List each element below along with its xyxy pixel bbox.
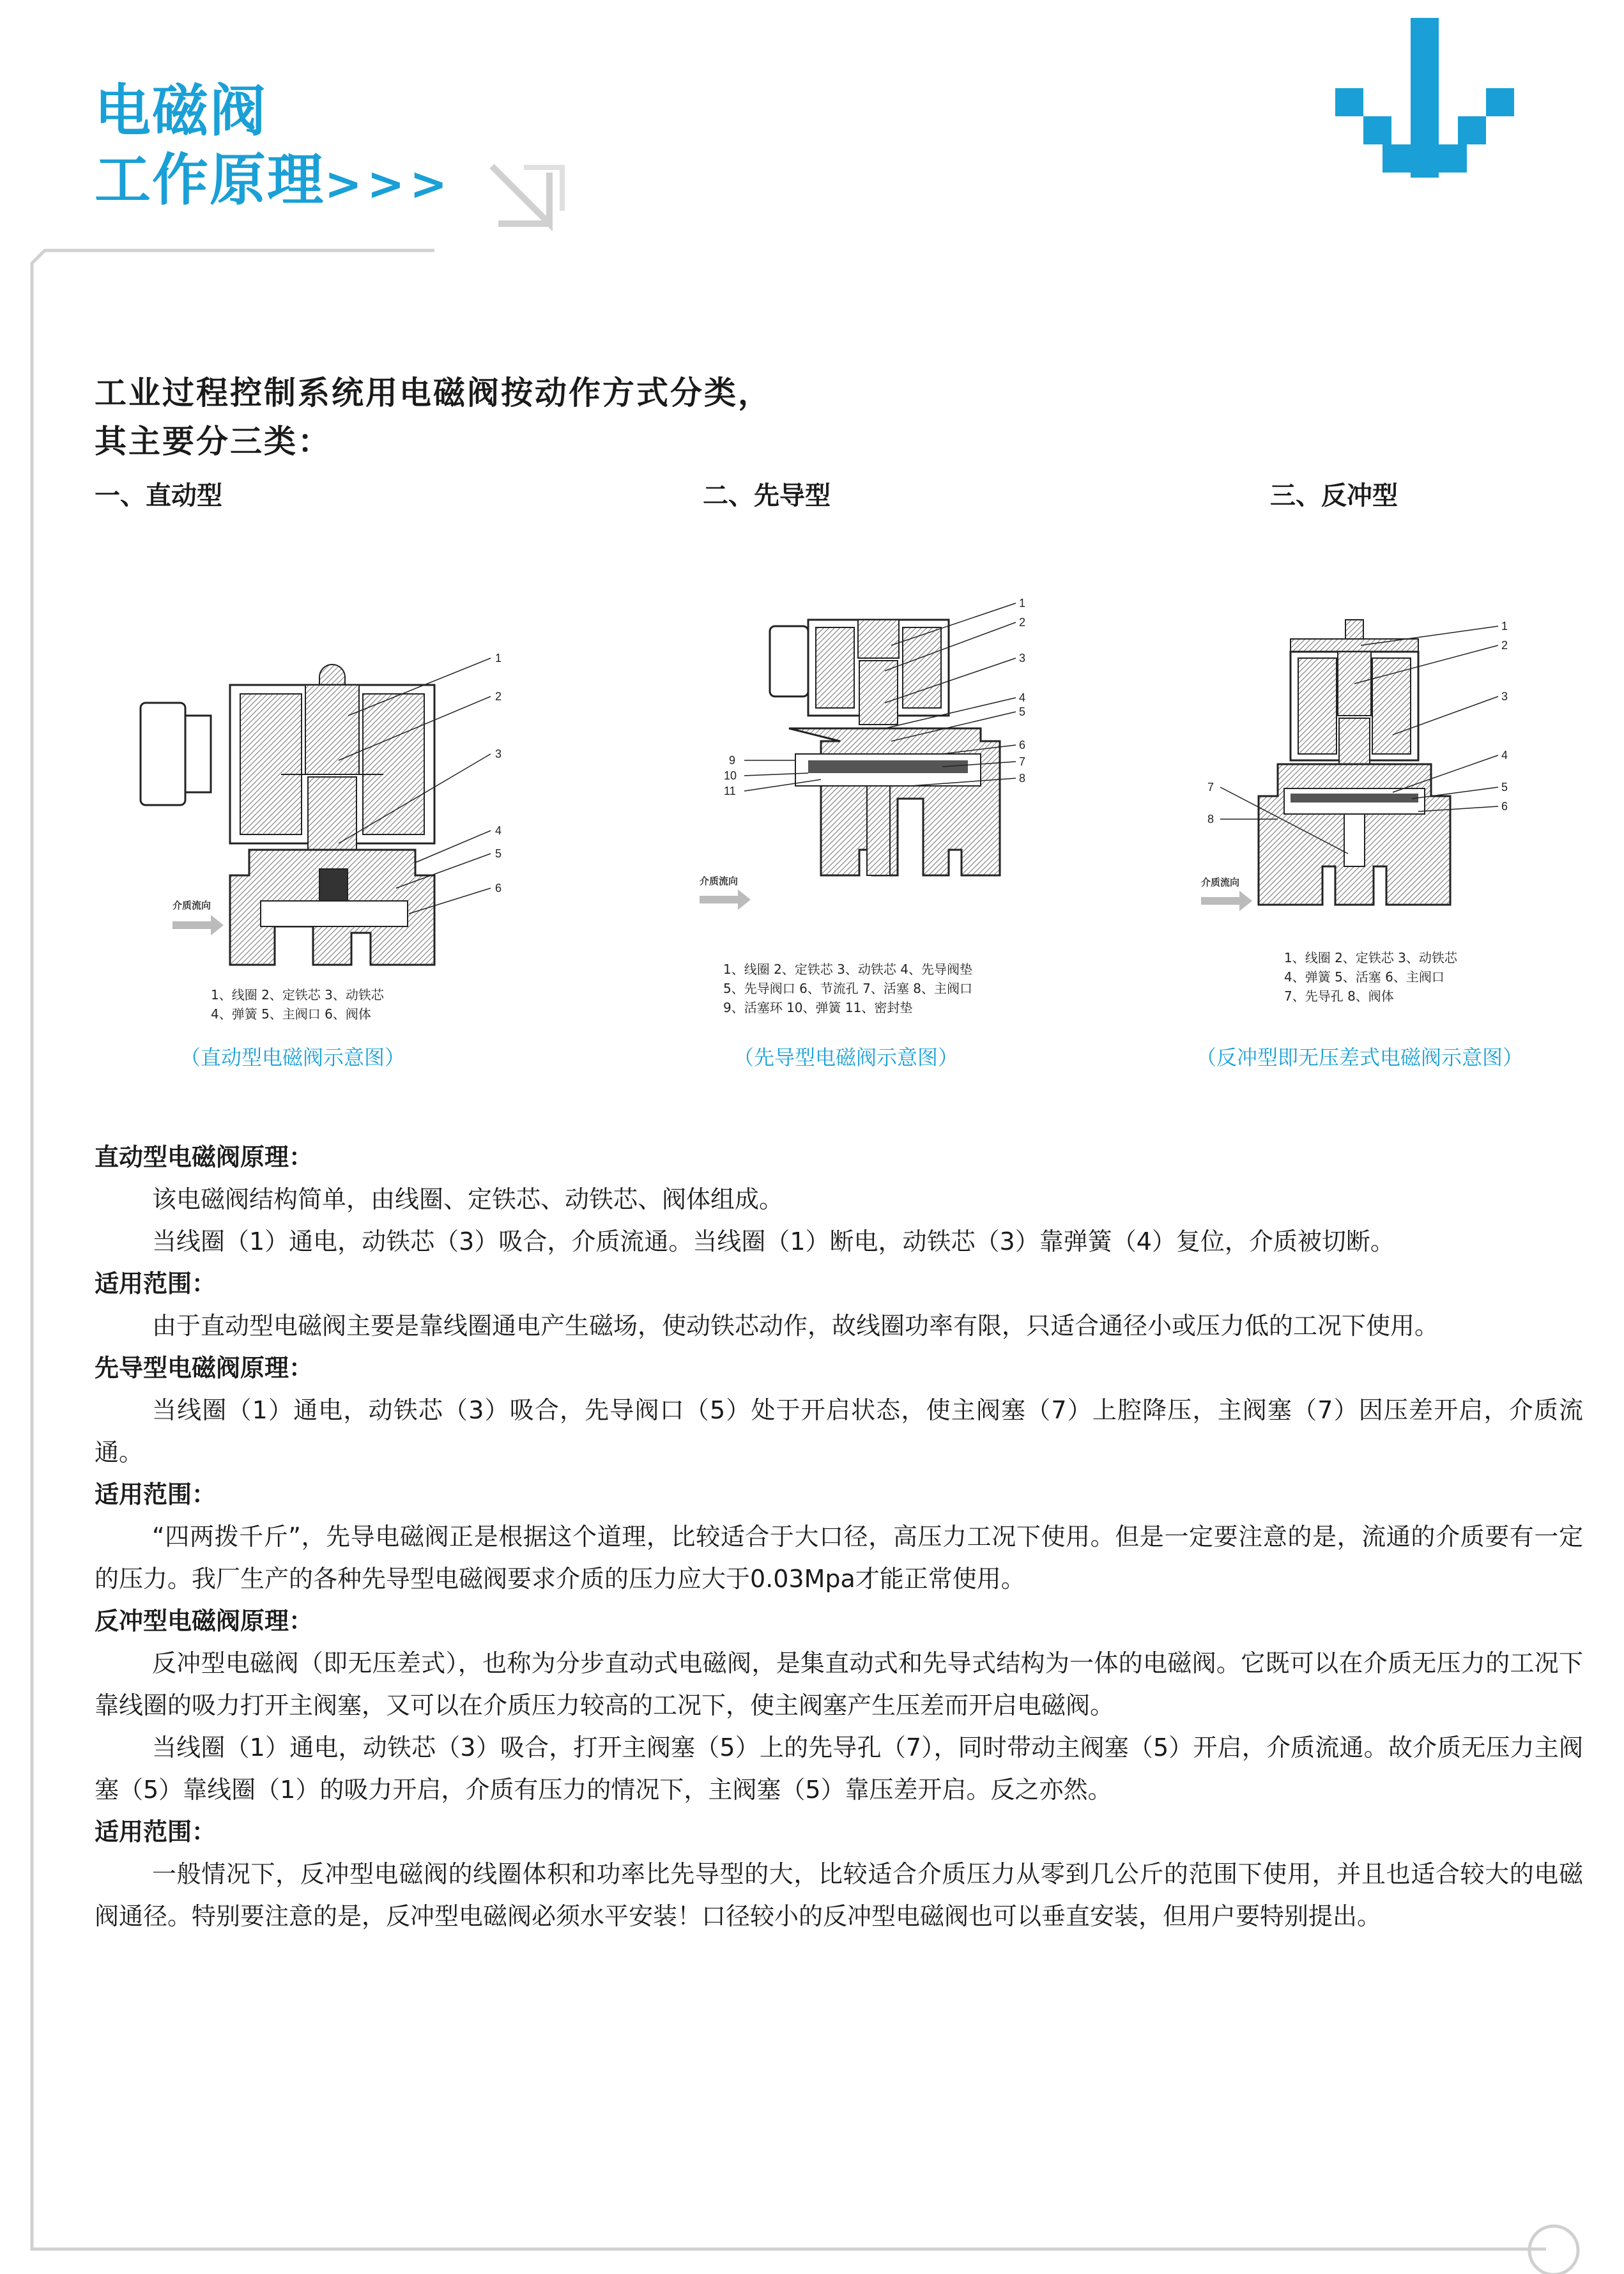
section-heading-pilot: 先导型电磁阀原理：: [95, 1354, 314, 1382]
category-title-recoil: 三、反冲型: [1270, 481, 1398, 511]
principles-text: [95, 1136, 1583, 1937]
pilot-num-1: 1: [1019, 597, 1026, 610]
pilot-legend-line1: 1、线圈 2、定铁芯 3、动铁芯 4、先导阀垫: [723, 962, 972, 977]
direct-num-3: 3: [495, 748, 502, 760]
pilot-legend-line2: 5、先导阀口 6、节流孔 7、活塞 8、主阀口: [723, 981, 972, 996]
direct-caption: （直动型电磁阀示意图）: [180, 1045, 406, 1070]
category-title-direct: 一、直动型: [95, 481, 222, 511]
section-pilot-para1: 当线圈（1）通电，动铁芯（3）吸合，先导阀口（5）处于开启状态，使主阀塞（7）上腔降压，主阀塞（7）因压差开启，介质流通。: [95, 1396, 1583, 1466]
recoil-legend-line1: 1、线圈 2、定铁芯 3、动铁芯: [1284, 950, 1457, 965]
section-direct-para2: 当线圈（1）通电，动铁芯（3）吸合，介质流通。当线圈（1）断电，动铁芯（3）靠弹簧（4）复位，介质被切断。: [152, 1227, 1395, 1256]
direct-flow-label: 介质流向: [172, 900, 211, 911]
recoil-num-5: 5: [1501, 781, 1508, 794]
pilot-valve-diagram: [700, 594, 1057, 939]
recoil-num-3: 3: [1501, 690, 1508, 703]
recoil-num-8: 8: [1207, 813, 1214, 826]
section-heading-recoil: 反冲型电磁阀原理：: [95, 1607, 314, 1635]
pilot-num-3: 3: [1019, 652, 1026, 665]
section-heading-direct: 直动型电磁阀原理：: [95, 1143, 314, 1171]
recoil-valve-diagram: [1201, 607, 1533, 952]
recoil-caption: （反冲型即无压差式电磁阀示意图）: [1196, 1045, 1524, 1070]
section-recoil-para2: 当线圈（1）通电，动铁芯（3）吸合，打开主阀塞（5）上的先导孔（7），同时带动主阀塞（5）开启，介质流通。故介质无压力主阀塞（5）靠线圈（1）的吸力开启，介质有压力的情况下，主阀塞（5）靠压差开启。反之亦然。: [95, 1733, 1583, 1804]
pilot-num-8: 8: [1019, 772, 1026, 785]
direct-num-1: 1: [495, 652, 502, 665]
section-recoil-scope-para1: 一般情况下，反冲型电磁阀的线圈体积和功率比先导型的大，比较适合介质压力从零到几公斤的范围下使用，并且也适合较大的电磁阀通径。特别要注意的是，反冲型电磁阀必须水平安装！口径较小的反冲型电磁阀也可以垂直安装，但用户要特别提出。: [95, 1860, 1583, 1930]
section-heading-pilot-scope: 适用范围：: [95, 1480, 217, 1509]
section-pilot-scope-para1: “四两拨千斤”，先导电磁阀正是根据这个道理，比较适合于大口径，高压力工况下使用。但是一定要注意的是，流通的介质要有一定的压力。我厂生产的各种先导型电磁阀要求介质的压力应大于0.03Mpa才能正常使用。: [95, 1523, 1583, 1593]
header-title-line2-text: 工作原理: [95, 147, 325, 213]
company-logo-icon: [1335, 18, 1514, 190]
direct-num-6: 6: [495, 882, 502, 895]
direct-num-5: 5: [495, 847, 502, 860]
pilot-num-11: 11: [724, 785, 736, 797]
pilot-caption: （先导型电磁阀示意图）: [733, 1045, 959, 1070]
direct-legend: [211, 985, 384, 1024]
header-arrows: >>>: [325, 158, 452, 210]
pilot-num-9: 9: [729, 754, 736, 767]
pilot-num-6: 6: [1019, 739, 1026, 751]
pilot-num-5: 5: [1019, 705, 1026, 718]
section-heading-direct-scope: 适用范围：: [95, 1270, 217, 1298]
recoil-num-1: 1: [1501, 620, 1508, 633]
recoil-num-2: 2: [1501, 639, 1508, 652]
pilot-flow-label: 介质流向: [700, 875, 739, 887]
pilot-legend: [723, 960, 972, 1017]
direct-num-4: 4: [495, 824, 502, 837]
pilot-legend-line3: 9、活塞环 10、弹簧 11、密封垫: [723, 1000, 913, 1015]
pilot-num-2: 2: [1019, 616, 1026, 629]
pilot-num-7: 7: [1019, 755, 1026, 768]
section-heading-recoil-scope: 适用范围：: [95, 1818, 217, 1846]
section-direct-scope-para1: 由于直动型电磁阀主要是靠线圈通电产生磁场，使动铁芯动作，故线圈功率有限，只适合通径小或压力低的工况下使用。: [152, 1312, 1439, 1340]
recoil-flow-label: 介质流向: [1201, 877, 1240, 888]
intro-line2: 其主要分三类：: [95, 423, 332, 460]
recoil-legend-line2: 4、弹簧 5、活塞 6、主阀口: [1284, 969, 1444, 985]
direct-num-2: 2: [495, 690, 502, 703]
header-title-line1: 电磁阀: [95, 78, 268, 144]
header-title-line2: [95, 147, 452, 213]
pilot-num-4: 4: [1019, 691, 1026, 704]
category-title-pilot: 二、先导型: [703, 481, 831, 511]
recoil-num-4: 4: [1501, 749, 1508, 762]
direct-valve-diagram: [128, 633, 524, 990]
recoil-num-6: 6: [1501, 800, 1508, 813]
section-recoil-para1: 反冲型电磁阀（即无压差式），也称为分步直动式电磁阀，是集直动式和先导式结构为一体的电磁阀。它既可以在介质无压力的工况下靠线圈的吸力打开主阀塞，又可以在介质压力较高的工况下，使主阀塞产生压差而开启电磁阀。: [95, 1649, 1583, 1719]
intro-line1: 工业过程控制系统用电磁阀按动作方式分类，: [95, 374, 772, 411]
section-direct-para1: 该电磁阀结构简单，由线圈、定铁芯、动铁芯、阀体组成。: [152, 1185, 784, 1213]
recoil-num-7: 7: [1207, 781, 1214, 794]
direct-legend-line1: 1、线圈 2、定铁芯 3、动铁芯: [211, 987, 384, 1003]
pilot-num-10: 10: [724, 769, 737, 782]
recoil-legend: [1284, 948, 1457, 1006]
recoil-legend-line3: 7、先导孔 8、阀体: [1284, 988, 1394, 1004]
direct-legend-line2: 4、弹簧 5、主阀口 6、阀体: [211, 1006, 371, 1022]
